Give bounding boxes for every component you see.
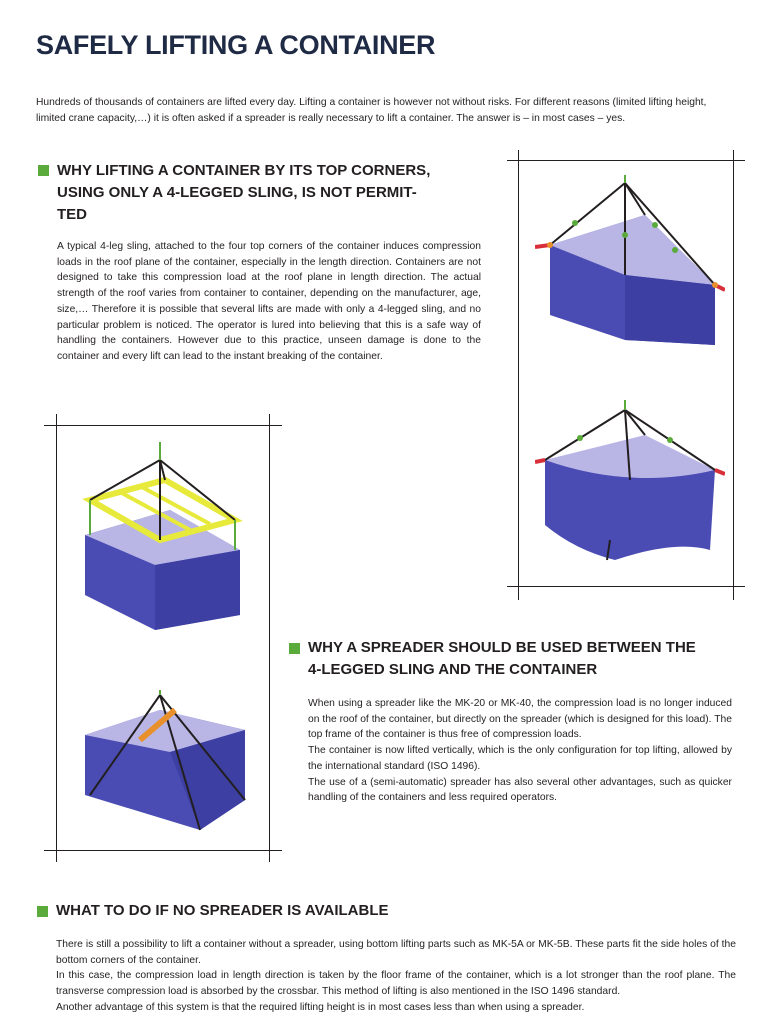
section2-heading-line1: WHY A SPREADER SHOULD BE USED BETWEEN THE bbox=[308, 639, 696, 656]
section3-body bbox=[56, 937, 736, 1016]
intro-paragraph: Hundreds of thousands of containers are lifted every day. Lifting a container is however not without risks. For different reasons (limited lifting height, limited crane capacity,…) it is often asked if a spreader is really necessary to lift a container. The answer is – in most cases – yes. bbox=[36, 97, 707, 124]
section1-heading bbox=[57, 160, 487, 226]
container-bottom-lifting-illustration bbox=[80, 690, 250, 840]
section2-paragraph: The container is now lifted vertically, which is the only configuration for top lifting, allowed by the international standard (ISO 1496). bbox=[308, 745, 732, 772]
container-spreader-illustration bbox=[80, 440, 250, 640]
section1-text: A typical 4-leg sling, attached to the four top corners of the container induces compression loads in the roof plane of the container, especially in the length direction. Containers are not designed to take this compression load at the roof plane in length direction. The actual strength of the roof varies from container to container, depending on the manufacturer, age, size,… Therefore it is possible that several lifts are made with only a 4-legged sling, and no particular problem is noticed. The operator is lured into believing that this is a safe way of handling the containers. However due to this practice, unseen damage is done to the container and every lift can lead to the instant breaking of the container. bbox=[57, 241, 481, 362]
section3-heading: WHAT TO DO IF NO SPREADER IS AVAILABLE bbox=[56, 902, 389, 919]
section1-heading-line2: USING ONLY A 4-LEGGED SLING, IS NOT PERMIT- bbox=[57, 184, 417, 201]
section3-paragraph: There is still a possibility to lift a container without a spreader, using bottom lifting parts such as MK-5A or MK-5B. These parts fit the side holes of the bottom corners of the container. bbox=[56, 939, 736, 966]
section2-paragraph: When using a spreader like the MK-20 or MK-40, the compression load is no longer induced on the roof of the container, but directly on the spreader (which is designed for this load). The top frame of the container is thus free of compression loads. bbox=[308, 698, 732, 741]
page-title: SAFELY LIFTING A CONTAINER bbox=[36, 30, 436, 60]
section1-paragraph bbox=[57, 239, 481, 365]
section2-body bbox=[308, 696, 732, 806]
section3-paragraph: Another advantage of this system is that the required lifting height is in most cases less than when using a spreader. bbox=[56, 1001, 585, 1013]
section2-heading-line2: 4-LEGGED SLING AND THE CONTAINER bbox=[308, 661, 598, 678]
section3-bullet bbox=[37, 906, 48, 917]
section2-paragraph: The use of a (semi-automatic) spreader has also several other advantages, such as quicker handling of the containers and less required operators. bbox=[308, 776, 732, 804]
container-sling-illustration bbox=[535, 175, 725, 355]
section2-bullet bbox=[289, 643, 300, 654]
section3-paragraph: In this case, the compression load in length direction is taken by the floor frame of the container, which is a lot stronger than the roof plane. The transverse compression load is absorbed by the crossbar. This method of lifting is also mentioned in the ISO 1496 standard. bbox=[56, 970, 736, 998]
section1-heading-line3: TED bbox=[57, 206, 87, 223]
section1-heading-line1: WHY LIFTING A CONTAINER BY ITS TOP CORNERS, bbox=[57, 162, 431, 179]
section1-bullet bbox=[38, 165, 49, 176]
container-breaking-illustration bbox=[535, 400, 725, 570]
section2-heading bbox=[308, 637, 748, 681]
